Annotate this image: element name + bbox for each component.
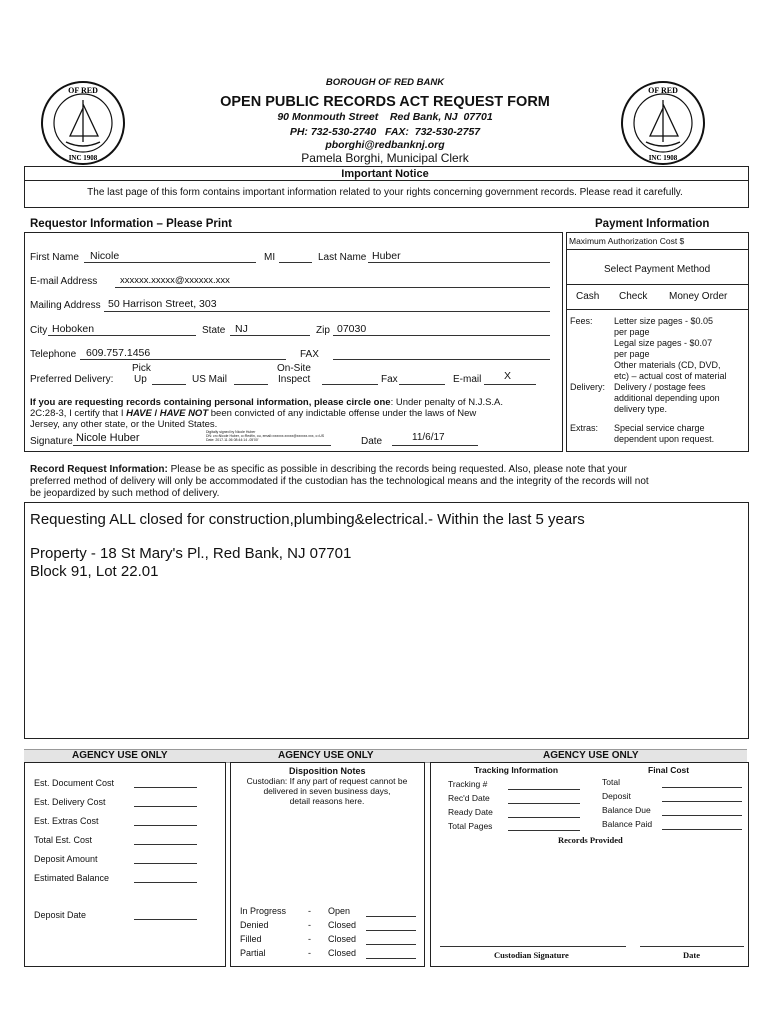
status-dash: - [308, 934, 311, 944]
first-name-field[interactable]: Nicole [90, 250, 120, 262]
mi-label: MI [264, 252, 276, 263]
form-title: OPEN PUBLIC RECORDS ACT REQUEST FORM [220, 94, 550, 110]
fax-label: FAX [300, 349, 319, 360]
agency-use-only-1: AGENCY USE ONLY [72, 750, 168, 761]
city-field[interactable]: Hoboken [52, 323, 95, 335]
total-pages-label: Total Pages [448, 821, 493, 831]
notice-title: Important Notice [341, 168, 429, 180]
delivery-line: additional depending upon [614, 393, 720, 403]
final-cost-title: Final Cost [648, 765, 690, 775]
estimated-balance-label: Estimated Balance [34, 873, 110, 883]
recd-date-label: Rec'd Date [448, 793, 490, 803]
status-partial: Partial [240, 948, 266, 958]
est-delivery-cost-field[interactable] [134, 806, 197, 807]
status-denied-field[interactable] [366, 930, 416, 931]
svg-text:INC 1908: INC 1908 [68, 154, 98, 162]
disposition-text-1: Custodian: If any part of request cannot be [246, 776, 408, 786]
borough-phone-fax: PH: 732-530-2740 FAX: 732-530-2757 [289, 126, 481, 138]
balance-paid-field[interactable] [662, 829, 742, 830]
total-est-cost-label: Total Est. Cost [34, 835, 93, 845]
payment-cash[interactable]: Cash [576, 291, 600, 302]
extras-label: Extras: [570, 423, 599, 433]
status-partial-field[interactable] [366, 958, 416, 959]
est-document-cost-field[interactable] [134, 787, 197, 788]
have-not-option[interactable]: HAVE NOT [159, 408, 209, 419]
email-option-label: E-mail [453, 374, 482, 385]
ready-date-field[interactable] [508, 817, 580, 818]
custodian-date-field[interactable] [640, 946, 744, 947]
city-label: City [30, 325, 48, 336]
status-open: Open [328, 906, 351, 916]
mi-field[interactable] [279, 262, 312, 263]
clerk-email: pborghi@redbanknj.org [325, 139, 445, 151]
deposit-amount-field[interactable] [134, 863, 197, 864]
fee-line: per page [614, 349, 650, 359]
fee-line: Letter size pages - $0.05 [614, 316, 714, 326]
last-name-label: Last Name [318, 252, 367, 263]
deposit-amount-label: Deposit Amount [34, 854, 98, 864]
notice-text: The last page of this form contains important information related to your rights concerning government records. Please read it carefully. [87, 187, 683, 198]
status-filled: Filled [240, 934, 262, 944]
record-request-intro-3: be jeopardized by such method of delivery. [30, 488, 220, 499]
select-payment-method: Select Payment Method [604, 264, 711, 275]
status-in-progress-field[interactable] [366, 916, 416, 917]
pick-label: Pick [132, 363, 151, 374]
ready-date-label: Ready Date [448, 807, 493, 817]
total-pages-field[interactable] [508, 830, 580, 831]
borough-address: 90 Monmouth Street Red Bank, NJ 07701 [277, 111, 493, 123]
onsite-label: On-Site [277, 363, 311, 374]
record-request-line-2: Property - 18 St Mary's Pl., Red Bank, NJ 07701 [30, 545, 352, 562]
status-closed: Closed [328, 920, 357, 930]
fees-label: Fees: [570, 316, 593, 326]
fax-option[interactable] [399, 384, 445, 385]
digital-signature-note-2: DN: cn=Nicole Huber, o=Redfin, ou, email=xxxxxx.xxxxx@xxxxxx.xxx, c=US [206, 434, 325, 438]
certification-line-3: Jersey, any other state, or the United States. [30, 419, 218, 430]
balance-due-label: Balance Due [602, 805, 651, 815]
pickup-option[interactable] [152, 384, 186, 385]
state-field[interactable]: NJ [235, 323, 248, 335]
disposition-notes-title: Disposition Notes [289, 766, 366, 776]
est-extras-cost-field[interactable] [134, 825, 197, 826]
digital-signature-note-1: Digitally signed by Nicole Huber [206, 430, 256, 434]
first-name-label: First Name [30, 252, 79, 263]
borough-name: BOROUGH OF RED BANK [325, 77, 445, 88]
zip-label: Zip [316, 325, 330, 336]
deposit-date-field[interactable] [134, 919, 197, 920]
payment-money-order[interactable]: Money Order [669, 291, 728, 302]
status-dash: - [308, 948, 311, 958]
max-authorization-cost[interactable]: Maximum Authorization Cost $ [569, 236, 685, 246]
status-closed: Closed [328, 948, 357, 958]
mailing-address-label: Mailing Address [30, 300, 101, 311]
agency-use-only-2: AGENCY USE ONLY [278, 750, 374, 761]
have-option[interactable]: HAVE [126, 408, 152, 419]
tracking-number-label: Tracking # [448, 779, 488, 789]
date-label: Date [361, 436, 383, 447]
preferred-delivery-label: Preferred Delivery: [30, 374, 114, 385]
status-filled-field[interactable] [366, 944, 416, 945]
custodian-signature-field[interactable] [440, 946, 626, 947]
est-document-cost-label: Est. Document Cost [34, 778, 115, 788]
svg-text:OF RED: OF RED [648, 86, 678, 95]
us-mail-option[interactable] [234, 384, 268, 385]
disposition-text-2: delivered in seven business days, [263, 786, 391, 796]
total-est-cost-field[interactable] [134, 844, 197, 845]
fee-line: per page [614, 327, 650, 337]
clerk-name: Pamela Borghi, Municipal Clerk [301, 151, 469, 165]
telephone-field[interactable]: 609.757.1456 [86, 347, 151, 359]
record-request-intro-1: Record Request Information: Please be as specific as possible in describing the records being requested. Also, please note that your [30, 464, 627, 475]
fee-line: etc) – actual cost of material [614, 371, 727, 381]
status-closed: Closed [328, 934, 357, 944]
record-request-textarea[interactable] [24, 502, 749, 739]
extras-line: dependent upon request. [614, 434, 715, 444]
recd-date-field[interactable] [508, 803, 580, 804]
telephone-label: Telephone [30, 349, 77, 360]
up-label: Up [134, 374, 147, 385]
email-option-mark[interactable]: X [504, 370, 512, 382]
est-extras-cost-label: Est. Extras Cost [34, 816, 99, 826]
signature-field[interactable]: Nicole Huber [76, 432, 140, 444]
tracking-information-title: Tracking Information [474, 765, 559, 775]
custodian-date-label: Date [683, 950, 700, 960]
estimated-balance-field[interactable] [134, 882, 197, 883]
status-denied: Denied [240, 920, 269, 930]
final-deposit-label: Deposit [602, 791, 631, 801]
delivery-line: Delivery / postage fees [614, 382, 706, 392]
fax-field[interactable] [333, 359, 550, 360]
record-request-line-1: Requesting ALL closed for construction,plumbing&electrical.- Within the last 5 years [30, 511, 585, 528]
mailing-address-field[interactable]: 50 Harrison Street, 303 [108, 298, 217, 310]
svg-text:OF RED: OF RED [68, 86, 98, 95]
final-total-label: Total [602, 777, 620, 787]
delivery-line: delivery type. [614, 404, 668, 414]
zip-field[interactable]: 07030 [337, 323, 367, 335]
digital-signature-note-3: Date: 2017.11.06 08:44:14 -05'00' [206, 438, 259, 442]
payment-check[interactable]: Check [619, 291, 648, 302]
est-delivery-cost-label: Est. Delivery Cost [34, 797, 106, 807]
deposit-date-label: Deposit Date [34, 910, 87, 920]
record-request-intro-2: preferred method of delivery will only be accommodated if the custodian has the technological means and the integrity of the records will not [30, 476, 649, 487]
email-label: E-mail Address [30, 276, 98, 287]
certification-line-1: If you are requesting records containing personal information, please circle one: Under penalty of N.J.S.A. [30, 397, 504, 408]
inspect-label: Inspect [278, 374, 311, 385]
records-provided-label: Records Provided [558, 835, 623, 845]
final-deposit-field[interactable] [662, 801, 742, 802]
delivery-fee-label: Delivery: [570, 382, 606, 392]
custodian-signature-label: Custodian Signature [494, 950, 569, 960]
svg-text:INC 1908: INC 1908 [648, 154, 678, 162]
disposition-text-3: detail reasons here. [289, 796, 365, 806]
certification-line-2: 2C:28-3, I certify that I HAVE / HAVE NOT been convicted of any indictable offense under the laws of New [30, 408, 477, 419]
final-total-field[interactable] [662, 787, 742, 788]
agency-use-only-3: AGENCY USE ONLY [543, 750, 639, 761]
fee-line: Other materials (CD, DVD, [614, 360, 721, 370]
status-dash: - [308, 920, 311, 930]
email-field[interactable]: xxxxxx.xxxxx@xxxxxx.xxx [120, 275, 230, 286]
tracking-number-field[interactable] [508, 789, 580, 790]
record-request-line-3: Block 91, Lot 22.01 [30, 563, 159, 580]
us-mail-label: US Mail [192, 374, 228, 385]
status-dash: - [308, 906, 311, 916]
balance-due-field[interactable] [662, 815, 742, 816]
onsite-option[interactable] [322, 384, 378, 385]
extras-line: Special service charge [614, 423, 705, 433]
balance-paid-label: Balance Paid [602, 819, 653, 829]
status-in-progress: In Progress [240, 906, 287, 916]
date-field[interactable]: 11/6/17 [412, 432, 445, 443]
signature-label: Signature [30, 436, 73, 447]
fax-option-label: Fax [381, 374, 398, 385]
requestor-heading: Requestor Information – Please Print [30, 218, 232, 230]
last-name-field[interactable]: Huber [372, 250, 401, 262]
payment-heading: Payment Information [595, 218, 710, 230]
state-label: State [202, 325, 226, 336]
fee-line: Legal size pages - $0.07 [614, 338, 713, 348]
